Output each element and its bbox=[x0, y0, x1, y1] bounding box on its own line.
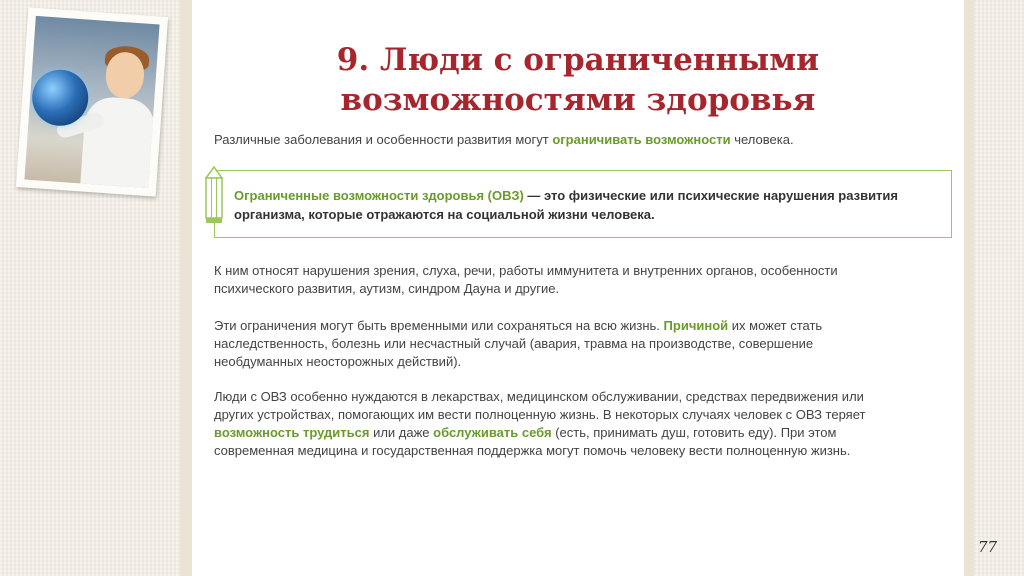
paragraph-2-after: их может стать наследственность, болезнь или несчастный случай (авария, травма на производстве, совершение необдуманных неосторожных действий). bbox=[214, 318, 823, 369]
child-face bbox=[104, 51, 145, 100]
pencil-icon bbox=[202, 166, 226, 224]
definition-body: — это физические или психические нарушения развития организма, которые отражаются на социальной жизни человека. bbox=[234, 188, 899, 222]
paragraph-3-highlight-2: обслуживать себя bbox=[433, 425, 552, 440]
definition-term: Ограниченные возможности здоровья (ОВЗ) bbox=[234, 188, 524, 203]
intro-before: Различные заболевания и особенности развития могут bbox=[214, 132, 553, 147]
paragraph-2-highlight: Причиной bbox=[663, 318, 729, 333]
paragraph-2 bbox=[214, 317, 904, 371]
child-shirt bbox=[80, 96, 156, 189]
paragraph-3-middle: или даже bbox=[369, 425, 434, 440]
title-line-2: возможностями здоровья bbox=[340, 82, 816, 118]
page-number: 77 bbox=[978, 538, 998, 556]
paragraph-3 bbox=[214, 388, 904, 460]
right-margin-strip bbox=[964, 0, 974, 576]
intro-highlight: ограничивать возможности bbox=[552, 132, 731, 147]
intro-text bbox=[214, 131, 954, 149]
paragraph-3-after: (есть, принимать душ, готовить еду). При этом современная медицина и государственная поддержка могут помочь человеку вести полноценную жизнь. bbox=[214, 425, 851, 458]
photo-image bbox=[24, 16, 159, 188]
paragraph-3-highlight-1: возможность трудиться bbox=[214, 425, 370, 440]
title-line-1: 9. Люди с ограниченными bbox=[336, 42, 820, 78]
paragraph-1: К ним относят нарушения зрения, слуха, речи, работы иммунитета и внутренних органов, особенности психического развития, аутизм, синдром Дауна и другие. bbox=[214, 263, 838, 296]
intro-after: человека. bbox=[730, 132, 794, 147]
paragraph-2-before: Эти ограничения могут быть временными или сохраняться на всю жизнь. bbox=[214, 318, 664, 333]
child-with-globe-photo bbox=[16, 7, 168, 196]
left-margin-strip bbox=[180, 0, 192, 576]
page-title bbox=[192, 40, 964, 120]
definition-text bbox=[234, 186, 946, 224]
paragraph-3-before: Люди с ОВЗ особенно нуждаются в лекарствах, медицинском обслуживании, средствах передвижения или других устройствах, помогающих им вести полноценную жизнь. В некоторых случаях человек с ОВЗ теряет bbox=[214, 389, 866, 422]
